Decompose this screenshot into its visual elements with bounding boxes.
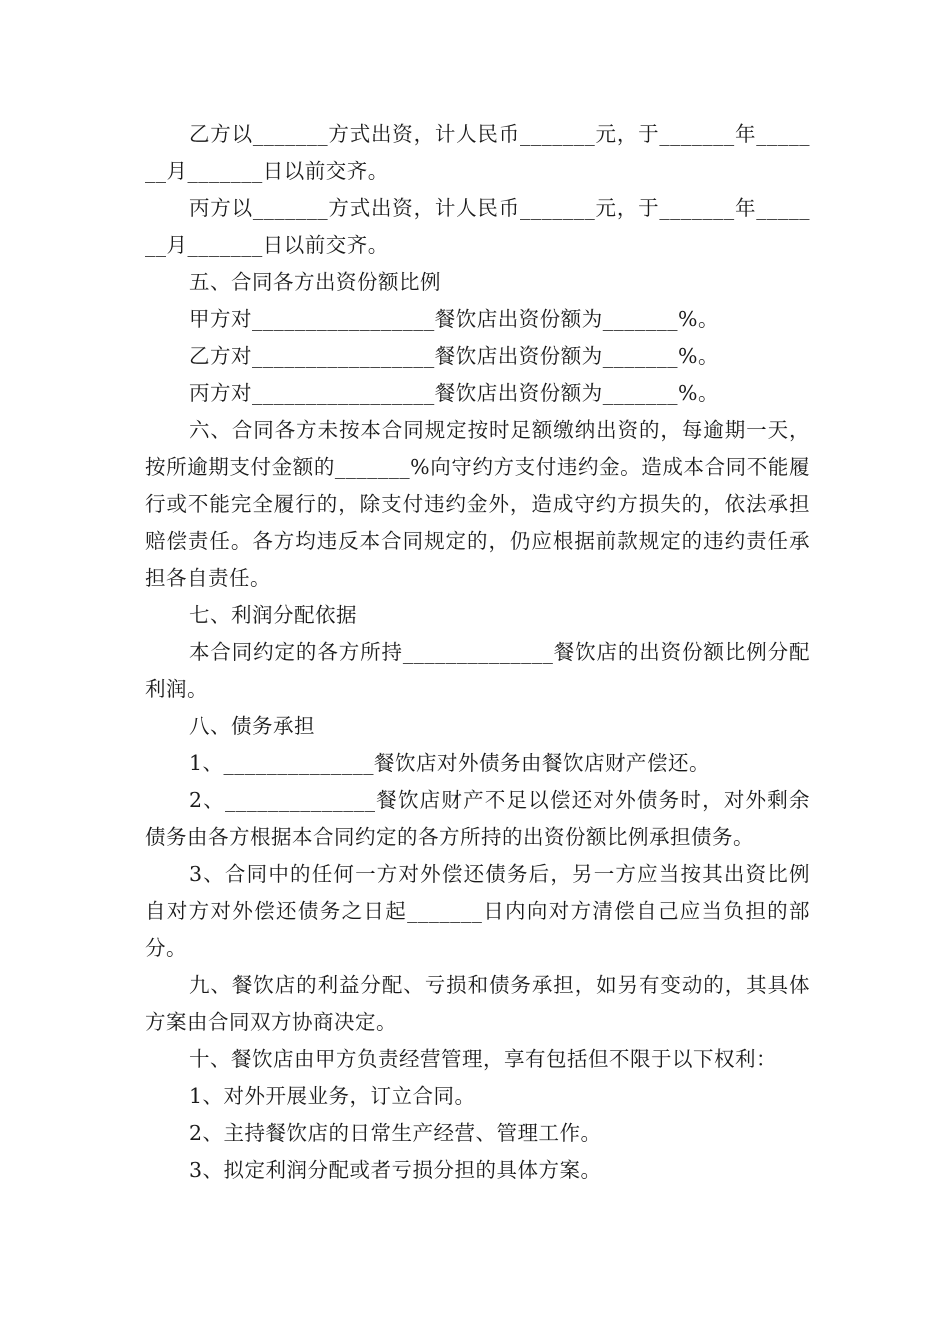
section-9: 九、餐饮店的利益分配、亏损和债务承担，如另有变动的，其具体方案由合同双方协商决定。: [145, 973, 810, 1034]
right-item-3: 3、拟定利润分配或者亏损分担的具体方案。: [189, 1158, 602, 1182]
clause-party-c-contribution: 丙方以_______方式出资，计人民币_______元，于_______年_______月_______日以前交齐。: [145, 196, 810, 257]
section-heading-5: 五、合同各方出资份额比例: [189, 270, 441, 294]
right-item-2: 2、主持餐饮店的日常生产经营、管理工作。: [189, 1121, 602, 1145]
share-party-b: 乙方对_________________餐饮店出资份额为_______%。: [189, 344, 719, 368]
section-6-penalty: 六、合同各方未按本合同规定按时足额缴纳出资的，每逾期一天，按所逾期支付金额的_______%向守约方支付违约金。造成本合同不能履行或不能完全履行的，除支付违约金外，造成守约方损失的，依法承担赔偿责任。各方均违反本合同规定的，仍应根据前款规定的违约责任承担各自责任。: [145, 418, 810, 590]
clause-party-b-contribution: 乙方以_______方式出资，计人民币_______元，于_______年_______月_______日以前交齐。: [145, 122, 810, 183]
profit-distribution-clause: 本合同约定的各方所持______________餐饮店的出资份额比例分配利润。: [145, 640, 810, 701]
document-body: [145, 116, 810, 1189]
share-party-c: 丙方对_________________餐饮店出资份额为_______%。: [189, 381, 719, 405]
debt-item-2: 2、______________餐饮店财产不足以偿还对外债务时，对外剩余债务由各方根据本合同约定的各方所持的出资份额比例承担债务。: [145, 788, 810, 849]
section-10: 十、餐饮店由甲方负责经营管理，享有包括但不限于以下权利：: [189, 1047, 777, 1071]
debt-item-1: 1、______________餐饮店对外债务由餐饮店财产偿还。: [189, 751, 711, 775]
section-heading-8: 八、债务承担: [189, 714, 315, 738]
right-item-1: 1、对外开展业务，订立合同。: [189, 1084, 476, 1108]
debt-item-3: 3、合同中的任何一方对外偿还债务后，另一方应当按其出资比例自对方对外偿还债务之日起_______日内向对方清偿自己应当负担的部分。: [145, 862, 810, 960]
share-party-a: 甲方对_________________餐饮店出资份额为_______%。: [189, 307, 719, 331]
section-heading-7: 七、利润分配依据: [189, 603, 357, 627]
